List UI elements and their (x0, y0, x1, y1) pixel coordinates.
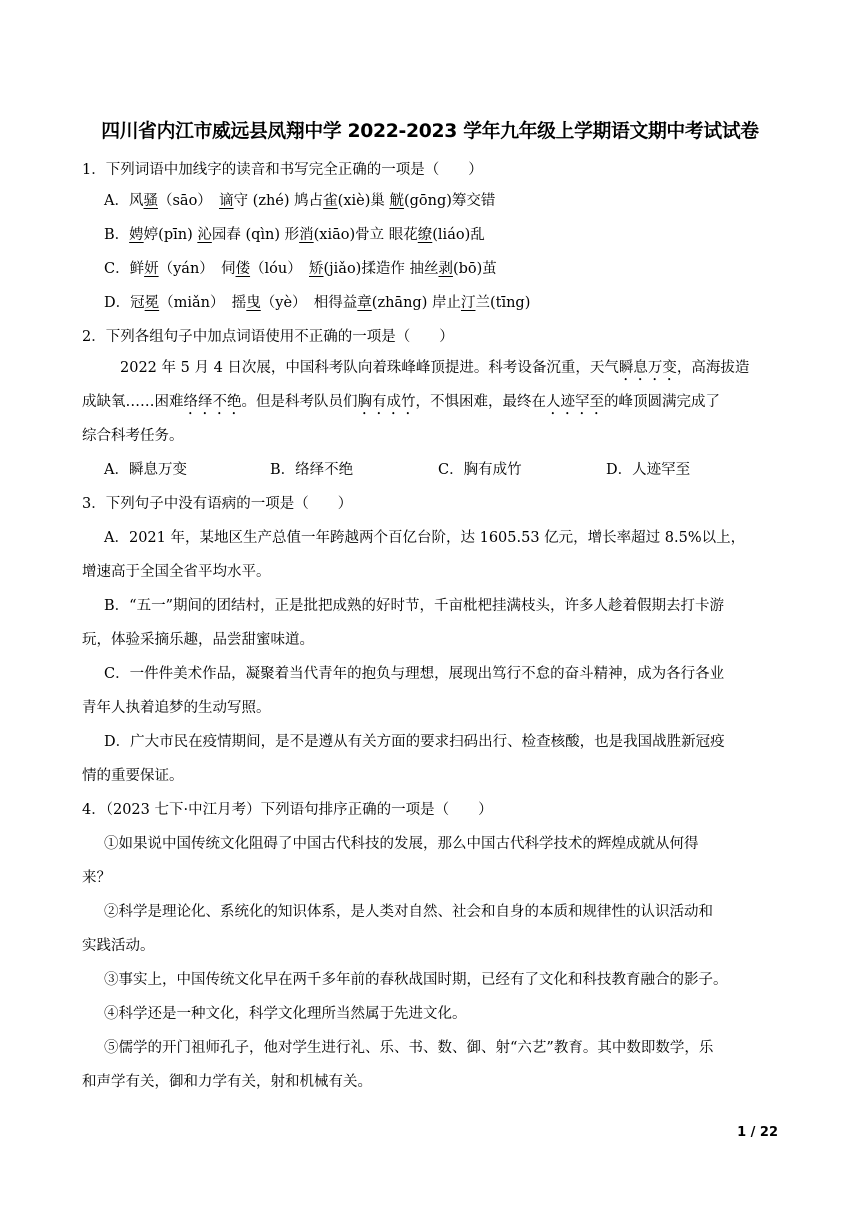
question-2-option-a: A．瞬息万变 (104, 462, 187, 478)
question-1-option-c: C．鲜妍（yán） 伺偻（lóu） 矫(jiǎo)揉造作 抽丝剥(bō)茧 (104, 261, 497, 277)
question-1-option-a: A．风骚（sāo） 谪守 (zhé) 鸠占雀(xiè)巢 觥(gōng)筹交错 (104, 193, 496, 209)
question-2-passage-line-2: 成缺氧……困难络绎不绝。但是科考队员们胸有成竹，不惧困难，最终在人迹罕至的峰顶圆满完成了 (82, 394, 720, 410)
question-3-option-b-line-2: 玩，体验采摘乐趣，品尝甜蜜味道。 (82, 632, 314, 648)
question-4-sentence-5-line-1: ⑤儒学的开门祖师孔子，他对学生进行礼、乐、书、数、御、射“六艺”教育。其中数即数学，乐 (104, 1040, 714, 1056)
question-3-option-d-line-1: D．广大市民在疫情期间，是不是遵从有关方面的要求扫码出行、检查核酸，也是我国战胜新冠疫 (104, 734, 725, 750)
question-4-sentence-4: ④科学还是一种文化，科学文化理所当然属于先进文化。 (104, 1006, 467, 1022)
question-3-option-c-line-2: 青年人执着追梦的生动写照。 (82, 700, 271, 716)
question-4-sentence-1-line-1: ①如果说中国传统文化阻碍了中国古代科技的发展，那么中国古代科学技术的辉煌成就从何得 (104, 836, 699, 852)
question-3-option-a-line-2: 增速高于全国全省平均水平。 (82, 564, 271, 580)
question-2-passage-line-1: 2022 年 5 月 4 日次展，中国科考队向着珠峰峰顶提进。科考设备沉重，天气瞬息万变，高海拔造 (120, 360, 750, 376)
question-4-sentence-1-line-2: 来？ (82, 870, 111, 886)
question-1-stem: 1．下列词语中加线字的读音和书写完全正确的一项是（ ） (82, 162, 483, 178)
question-3-stem: 3．下列句子中没有语病的一项是（ ） (82, 496, 353, 512)
question-1-option-b: B．娉婷(pīn) 沁园春 (qìn) 形消(xiāo)骨立 眼花缭(liáo)乱 (104, 227, 485, 243)
question-4-sentence-5-line-2: 和声学有关，御和力学有关，射和机械有关。 (82, 1074, 372, 1090)
question-4-sentence-3: ③事实上，中国传统文化早在两千多年前的春秋战国时期，已经有了文化和科技教育融合的影子。 (104, 972, 728, 988)
question-2-stem: 2．下列各组句子中加点词语使用不正确的一项是（ ） (82, 329, 454, 345)
question-3-option-b-line-1: B．“五一”期间的团结村，正是批把成熟的好时节，千亩枇杷挂满枝头，许多人趁着假期去打卡游 (104, 598, 724, 614)
question-4-sentence-2-line-1: ②科学是理论化、系统化的知识体系，是人类对自然、社会和自身的本质和规律性的认识活动和 (104, 904, 713, 920)
question-2-option-c: C．胸有成竹 (438, 462, 522, 478)
question-1-option-d: D．冠冕（miǎn） 摇曳（yè） 相得益章(zhāng) 岸止汀兰(tīng) (104, 295, 531, 311)
exam-title: 四川省内江市威远县凤翔中学 2022-2023 学年九年级上学期语文期中考试试卷 (101, 121, 759, 142)
question-2-passage-line-3: 综合科考任务。 (82, 428, 184, 444)
question-3-option-a-line-1: A．2021 年，某地区生产总值一年跨越两个百亿台阶，达 1605.53 亿元，增长率超过 8.5%以上， (104, 530, 746, 546)
question-2-option-d: D．人迹罕至 (606, 462, 691, 478)
question-3-option-d-line-2: 情的重要保证。 (82, 768, 184, 784)
question-4-stem: 4．（2023 七下·中江月考）下列语句排序正确的一项是（ ） (82, 802, 493, 818)
page-number: 1 / 22 (737, 1125, 778, 1140)
question-4-sentence-2-line-2: 实践活动。 (82, 938, 155, 954)
question-3-option-c-line-1: C．一件件美术作品，凝聚着当代青年的抱负与理想，展现出笃行不怠的奋斗精神，成为各行各业 (104, 666, 725, 682)
question-2-option-b: B．络绎不绝 (270, 462, 354, 478)
